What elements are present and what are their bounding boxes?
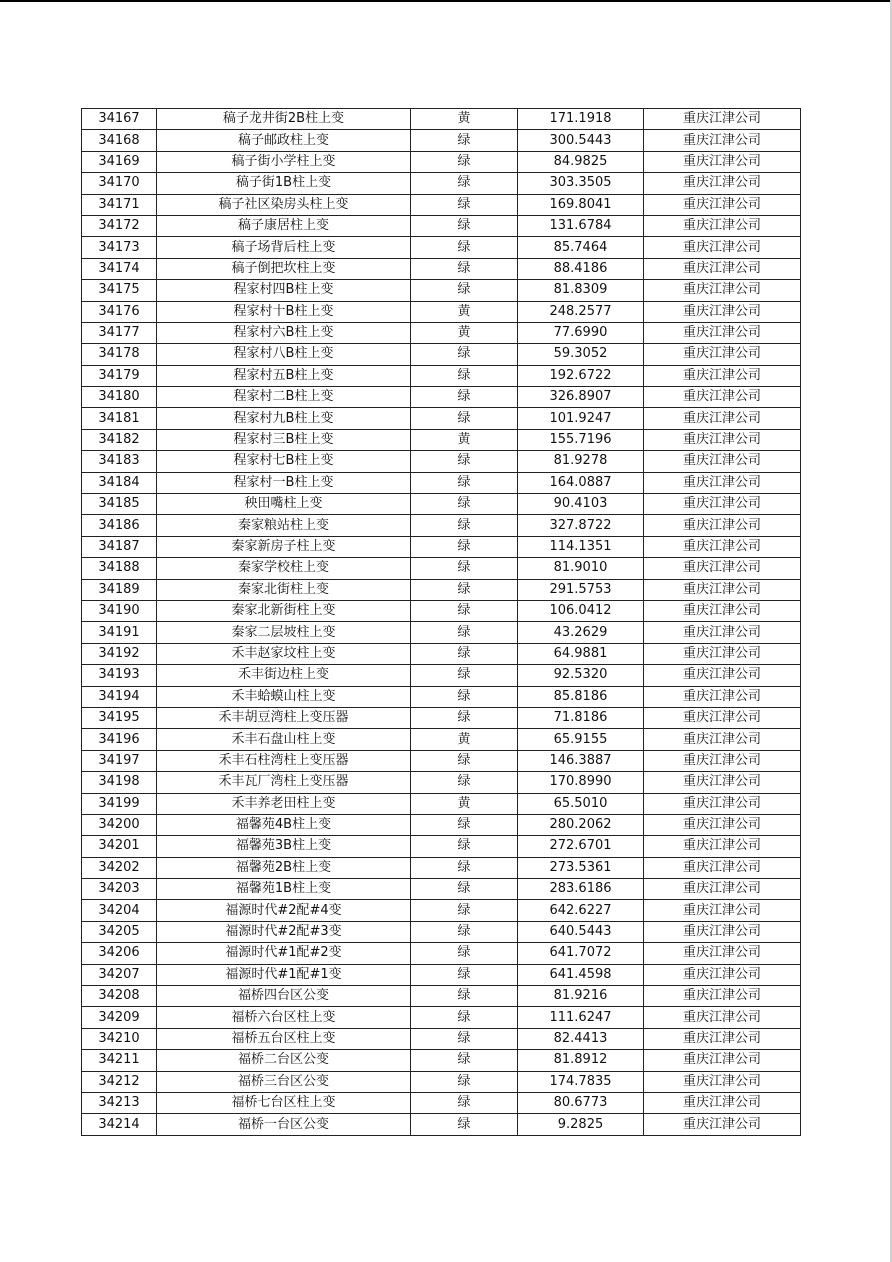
company-cell: 重庆江津公司 [644, 879, 801, 900]
value-cell: 291.5753 [518, 579, 644, 600]
company-cell: 重庆江津公司 [644, 1028, 801, 1049]
company-cell: 重庆江津公司 [644, 986, 801, 1007]
company-cell: 重庆江津公司 [644, 1050, 801, 1071]
station-name-cell: 稿子场背后柱上变 [157, 237, 411, 258]
status-cell: 绿 [411, 536, 518, 557]
row-id-cell: 34207 [82, 964, 157, 985]
table-row [82, 558, 801, 579]
company-cell: 重庆江津公司 [644, 665, 801, 686]
row-id-cell: 34201 [82, 836, 157, 857]
company-cell: 重庆江津公司 [644, 387, 801, 408]
status-cell: 绿 [411, 665, 518, 686]
value-cell: 155.7196 [518, 429, 644, 450]
status-cell: 绿 [411, 215, 518, 236]
station-name-cell: 程家村五B柱上变 [157, 365, 411, 386]
company-cell: 重庆江津公司 [644, 921, 801, 942]
company-cell: 重庆江津公司 [644, 515, 801, 536]
table-row [82, 1092, 801, 1113]
row-id-cell: 34171 [82, 194, 157, 215]
table-row [82, 280, 801, 301]
station-name-cell: 福桥三台区公变 [157, 1071, 411, 1092]
company-cell: 重庆江津公司 [644, 943, 801, 964]
table-row [82, 622, 801, 643]
status-cell: 绿 [411, 515, 518, 536]
value-cell: 641.7072 [518, 943, 644, 964]
company-cell: 重庆江津公司 [644, 494, 801, 515]
company-cell: 重庆江津公司 [644, 729, 801, 750]
value-cell: 88.4186 [518, 258, 644, 279]
company-cell: 重庆江津公司 [644, 536, 801, 557]
station-name-cell: 福桥六台区柱上变 [157, 1007, 411, 1028]
status-cell: 绿 [411, 1092, 518, 1113]
company-cell: 重庆江津公司 [644, 301, 801, 322]
table-row [82, 536, 801, 557]
value-cell: 106.0412 [518, 600, 644, 621]
status-cell: 绿 [411, 964, 518, 985]
value-cell: 273.5361 [518, 857, 644, 878]
status-cell: 绿 [411, 558, 518, 579]
row-id-cell: 34206 [82, 943, 157, 964]
company-cell: 重庆江津公司 [644, 579, 801, 600]
status-cell: 绿 [411, 344, 518, 365]
row-id-cell: 34195 [82, 707, 157, 728]
company-cell: 重庆江津公司 [644, 772, 801, 793]
company-cell: 重庆江津公司 [644, 472, 801, 493]
value-cell: 82.4413 [518, 1028, 644, 1049]
table-row [82, 408, 801, 429]
value-cell: 90.4103 [518, 494, 644, 515]
status-cell: 绿 [411, 772, 518, 793]
table-row [82, 1050, 801, 1071]
status-cell: 绿 [411, 1007, 518, 1028]
row-id-cell: 34197 [82, 750, 157, 771]
status-cell: 绿 [411, 814, 518, 835]
status-cell: 绿 [411, 707, 518, 728]
status-cell: 绿 [411, 686, 518, 707]
status-cell: 绿 [411, 836, 518, 857]
status-cell: 黄 [411, 109, 518, 130]
station-name-cell: 程家村四B柱上变 [157, 280, 411, 301]
row-id-cell: 34193 [82, 665, 157, 686]
value-cell: 327.8722 [518, 515, 644, 536]
table-row [82, 900, 801, 921]
row-id-cell: 34188 [82, 558, 157, 579]
company-cell: 重庆江津公司 [644, 130, 801, 151]
table-row [82, 921, 801, 942]
row-id-cell: 34205 [82, 921, 157, 942]
status-cell: 黄 [411, 429, 518, 450]
company-cell: 重庆江津公司 [644, 344, 801, 365]
value-cell: 81.9010 [518, 558, 644, 579]
table-row [82, 494, 801, 515]
station-name-cell: 禾丰街边柱上变 [157, 665, 411, 686]
station-name-cell: 禾丰蛤蟆山柱上变 [157, 686, 411, 707]
value-cell: 101.9247 [518, 408, 644, 429]
station-name-cell: 程家村八B柱上变 [157, 344, 411, 365]
station-name-cell: 禾丰养老田柱上变 [157, 793, 411, 814]
row-id-cell: 34192 [82, 643, 157, 664]
table-row [82, 151, 801, 172]
company-cell: 重庆江津公司 [644, 707, 801, 728]
station-name-cell: 福源时代#1配#1变 [157, 964, 411, 985]
station-name-cell: 福馨苑2B柱上变 [157, 857, 411, 878]
value-cell: 146.3887 [518, 750, 644, 771]
table-row [82, 879, 801, 900]
station-name-cell: 福桥七台区柱上变 [157, 1092, 411, 1113]
row-id-cell: 34179 [82, 365, 157, 386]
row-id-cell: 34169 [82, 151, 157, 172]
company-cell: 重庆江津公司 [644, 258, 801, 279]
station-name-cell: 福桥五台区柱上变 [157, 1028, 411, 1049]
table-row [82, 665, 801, 686]
table-row [82, 964, 801, 985]
value-cell: 71.8186 [518, 707, 644, 728]
station-name-cell: 福馨苑3B柱上变 [157, 836, 411, 857]
status-cell: 绿 [411, 408, 518, 429]
status-cell: 绿 [411, 280, 518, 301]
status-cell: 绿 [411, 173, 518, 194]
page-top-border [0, 0, 892, 2]
station-name-cell: 稿子街小学柱上变 [157, 151, 411, 172]
row-id-cell: 34186 [82, 515, 157, 536]
row-id-cell: 34175 [82, 280, 157, 301]
company-cell: 重庆江津公司 [644, 280, 801, 301]
company-cell: 重庆江津公司 [644, 173, 801, 194]
table-row [82, 729, 801, 750]
station-name-cell: 福馨苑4B柱上变 [157, 814, 411, 835]
company-cell: 重庆江津公司 [644, 408, 801, 429]
row-id-cell: 34199 [82, 793, 157, 814]
company-cell: 重庆江津公司 [644, 194, 801, 215]
status-cell: 绿 [411, 1050, 518, 1071]
table-row [82, 579, 801, 600]
status-cell: 绿 [411, 579, 518, 600]
row-id-cell: 34191 [82, 622, 157, 643]
status-cell: 绿 [411, 451, 518, 472]
table-row [82, 1007, 801, 1028]
status-cell: 绿 [411, 857, 518, 878]
row-id-cell: 34211 [82, 1050, 157, 1071]
station-name-cell: 程家村三B柱上变 [157, 429, 411, 450]
row-id-cell: 34214 [82, 1114, 157, 1135]
table-row [82, 750, 801, 771]
station-name-cell: 秦家学校柱上变 [157, 558, 411, 579]
table-row [82, 1071, 801, 1092]
table-row [82, 472, 801, 493]
company-cell: 重庆江津公司 [644, 600, 801, 621]
status-cell: 绿 [411, 600, 518, 621]
row-id-cell: 34176 [82, 301, 157, 322]
value-cell: 272.6701 [518, 836, 644, 857]
station-name-cell: 福源时代#2配#3变 [157, 921, 411, 942]
status-cell: 绿 [411, 1071, 518, 1092]
company-cell: 重庆江津公司 [644, 365, 801, 386]
status-cell: 绿 [411, 1028, 518, 1049]
station-name-cell: 程家村十B柱上变 [157, 301, 411, 322]
table-row [82, 429, 801, 450]
table-row [82, 258, 801, 279]
status-cell: 绿 [411, 921, 518, 942]
table-row [82, 772, 801, 793]
status-cell: 绿 [411, 986, 518, 1007]
status-cell: 黄 [411, 793, 518, 814]
status-cell: 绿 [411, 750, 518, 771]
value-cell: 111.6247 [518, 1007, 644, 1028]
status-cell: 绿 [411, 237, 518, 258]
row-id-cell: 34184 [82, 472, 157, 493]
value-cell: 9.2825 [518, 1114, 644, 1135]
row-id-cell: 34170 [82, 173, 157, 194]
company-cell: 重庆江津公司 [644, 793, 801, 814]
company-cell: 重庆江津公司 [644, 750, 801, 771]
row-id-cell: 34194 [82, 686, 157, 707]
value-cell: 640.5443 [518, 921, 644, 942]
table-row [82, 130, 801, 151]
status-cell: 绿 [411, 622, 518, 643]
company-cell: 重庆江津公司 [644, 558, 801, 579]
row-id-cell: 34204 [82, 900, 157, 921]
station-name-cell: 福馨苑1B柱上变 [157, 879, 411, 900]
station-name-cell: 福桥四台区公变 [157, 986, 411, 1007]
company-cell: 重庆江津公司 [644, 686, 801, 707]
company-cell: 重庆江津公司 [644, 215, 801, 236]
table-row [82, 707, 801, 728]
value-cell: 92.5320 [518, 665, 644, 686]
company-cell: 重庆江津公司 [644, 1092, 801, 1113]
row-id-cell: 34208 [82, 986, 157, 1007]
station-name-cell: 福桥二台区公变 [157, 1050, 411, 1071]
value-cell: 303.3505 [518, 173, 644, 194]
value-cell: 174.7835 [518, 1071, 644, 1092]
value-cell: 59.3052 [518, 344, 644, 365]
station-name-cell: 禾丰胡豆湾柱上变压器 [157, 707, 411, 728]
table-row [82, 600, 801, 621]
status-cell: 绿 [411, 900, 518, 921]
table-row [82, 1028, 801, 1049]
station-name-cell: 福源时代#2配#4变 [157, 900, 411, 921]
station-name-cell: 程家村九B柱上变 [157, 408, 411, 429]
table-row [82, 793, 801, 814]
table-row [82, 515, 801, 536]
table-row [82, 322, 801, 343]
table-row [82, 173, 801, 194]
company-cell: 重庆江津公司 [644, 237, 801, 258]
company-cell: 重庆江津公司 [644, 857, 801, 878]
row-id-cell: 34177 [82, 322, 157, 343]
station-name-cell: 稿子康居柱上变 [157, 215, 411, 236]
station-name-cell: 稿子邮政柱上变 [157, 130, 411, 151]
table-row [82, 943, 801, 964]
company-cell: 重庆江津公司 [644, 1007, 801, 1028]
row-id-cell: 34181 [82, 408, 157, 429]
station-name-cell: 福源时代#1配#2变 [157, 943, 411, 964]
station-name-cell: 程家村二B柱上变 [157, 387, 411, 408]
status-cell: 绿 [411, 194, 518, 215]
value-cell: 81.9216 [518, 986, 644, 1007]
table-row [82, 215, 801, 236]
row-id-cell: 34213 [82, 1092, 157, 1113]
value-cell: 80.6773 [518, 1092, 644, 1113]
status-cell: 黄 [411, 729, 518, 750]
row-id-cell: 34173 [82, 237, 157, 258]
status-cell: 绿 [411, 879, 518, 900]
value-cell: 43.2629 [518, 622, 644, 643]
station-name-cell: 禾丰瓦厂湾柱上变压器 [157, 772, 411, 793]
table-row [82, 344, 801, 365]
company-cell: 重庆江津公司 [644, 643, 801, 664]
table-row [82, 686, 801, 707]
company-cell: 重庆江津公司 [644, 622, 801, 643]
table-row [82, 109, 801, 130]
row-id-cell: 34210 [82, 1028, 157, 1049]
table-row [82, 387, 801, 408]
row-id-cell: 34172 [82, 215, 157, 236]
company-cell: 重庆江津公司 [644, 964, 801, 985]
row-id-cell: 34209 [82, 1007, 157, 1028]
station-name-cell: 秦家二层坡柱上变 [157, 622, 411, 643]
value-cell: 131.6784 [518, 215, 644, 236]
table-body [82, 109, 801, 1136]
table-row [82, 1114, 801, 1135]
station-name-cell: 稿子街1B柱上变 [157, 173, 411, 194]
status-cell: 绿 [411, 151, 518, 172]
value-cell: 64.9881 [518, 643, 644, 664]
station-name-cell: 福桥一台区公变 [157, 1114, 411, 1135]
status-cell: 绿 [411, 1114, 518, 1135]
row-id-cell: 34180 [82, 387, 157, 408]
station-name-cell: 程家村一B柱上变 [157, 472, 411, 493]
status-cell: 绿 [411, 472, 518, 493]
company-cell: 重庆江津公司 [644, 1071, 801, 1092]
company-cell: 重庆江津公司 [644, 151, 801, 172]
value-cell: 85.8186 [518, 686, 644, 707]
status-cell: 绿 [411, 258, 518, 279]
row-id-cell: 34178 [82, 344, 157, 365]
table-row [82, 301, 801, 322]
value-cell: 300.5443 [518, 130, 644, 151]
value-cell: 81.8912 [518, 1050, 644, 1071]
row-id-cell: 34183 [82, 451, 157, 472]
value-cell: 283.6186 [518, 879, 644, 900]
status-cell: 绿 [411, 130, 518, 151]
value-cell: 84.9825 [518, 151, 644, 172]
row-id-cell: 34200 [82, 814, 157, 835]
value-cell: 192.6722 [518, 365, 644, 386]
status-cell: 黄 [411, 322, 518, 343]
value-cell: 81.8309 [518, 280, 644, 301]
value-cell: 65.9155 [518, 729, 644, 750]
table-row [82, 237, 801, 258]
station-name-cell: 程家村六B柱上变 [157, 322, 411, 343]
row-id-cell: 34196 [82, 729, 157, 750]
station-name-cell: 秦家粮站柱上变 [157, 515, 411, 536]
value-cell: 171.1918 [518, 109, 644, 130]
status-cell: 绿 [411, 365, 518, 386]
station-name-cell: 禾丰赵家坟柱上变 [157, 643, 411, 664]
station-name-cell: 稿子倒把坎柱上变 [157, 258, 411, 279]
table-row [82, 365, 801, 386]
row-id-cell: 34190 [82, 600, 157, 621]
row-id-cell: 34182 [82, 429, 157, 450]
station-name-cell: 稿子社区染房头柱上变 [157, 194, 411, 215]
company-cell: 重庆江津公司 [644, 109, 801, 130]
table-row [82, 836, 801, 857]
value-cell: 248.2577 [518, 301, 644, 322]
table-row [82, 451, 801, 472]
row-id-cell: 34198 [82, 772, 157, 793]
row-id-cell: 34167 [82, 109, 157, 130]
station-name-cell: 稿子龙井街2B柱上变 [157, 109, 411, 130]
company-cell: 重庆江津公司 [644, 451, 801, 472]
value-cell: 77.6990 [518, 322, 644, 343]
station-name-cell: 禾丰石柱湾柱上变压器 [157, 750, 411, 771]
station-name-cell: 秦家新房子柱上变 [157, 536, 411, 557]
value-cell: 642.6227 [518, 900, 644, 921]
value-cell: 280.2062 [518, 814, 644, 835]
status-cell: 绿 [411, 943, 518, 964]
row-id-cell: 34168 [82, 130, 157, 151]
value-cell: 81.9278 [518, 451, 644, 472]
station-name-cell: 秦家北街柱上变 [157, 579, 411, 600]
value-cell: 85.7464 [518, 237, 644, 258]
value-cell: 326.8907 [518, 387, 644, 408]
transformer-table [81, 108, 801, 1136]
row-id-cell: 34187 [82, 536, 157, 557]
row-id-cell: 34203 [82, 879, 157, 900]
company-cell: 重庆江津公司 [644, 1114, 801, 1135]
table-row [82, 986, 801, 1007]
status-cell: 绿 [411, 387, 518, 408]
table-row [82, 194, 801, 215]
value-cell: 164.0887 [518, 472, 644, 493]
station-name-cell: 秦家北新街柱上变 [157, 600, 411, 621]
row-id-cell: 34202 [82, 857, 157, 878]
station-name-cell: 禾丰石盘山柱上变 [157, 729, 411, 750]
company-cell: 重庆江津公司 [644, 814, 801, 835]
row-id-cell: 34174 [82, 258, 157, 279]
row-id-cell: 34185 [82, 494, 157, 515]
value-cell: 114.1351 [518, 536, 644, 557]
table-row [82, 643, 801, 664]
table-row [82, 857, 801, 878]
row-id-cell: 34189 [82, 579, 157, 600]
company-cell: 重庆江津公司 [644, 836, 801, 857]
company-cell: 重庆江津公司 [644, 429, 801, 450]
table-row [82, 814, 801, 835]
value-cell: 641.4598 [518, 964, 644, 985]
status-cell: 绿 [411, 494, 518, 515]
row-id-cell: 34212 [82, 1071, 157, 1092]
station-name-cell: 程家村七B柱上变 [157, 451, 411, 472]
station-name-cell: 秧田嘴柱上变 [157, 494, 411, 515]
value-cell: 170.8990 [518, 772, 644, 793]
company-cell: 重庆江津公司 [644, 322, 801, 343]
value-cell: 169.8041 [518, 194, 644, 215]
company-cell: 重庆江津公司 [644, 900, 801, 921]
status-cell: 黄 [411, 301, 518, 322]
value-cell: 65.5010 [518, 793, 644, 814]
status-cell: 绿 [411, 643, 518, 664]
